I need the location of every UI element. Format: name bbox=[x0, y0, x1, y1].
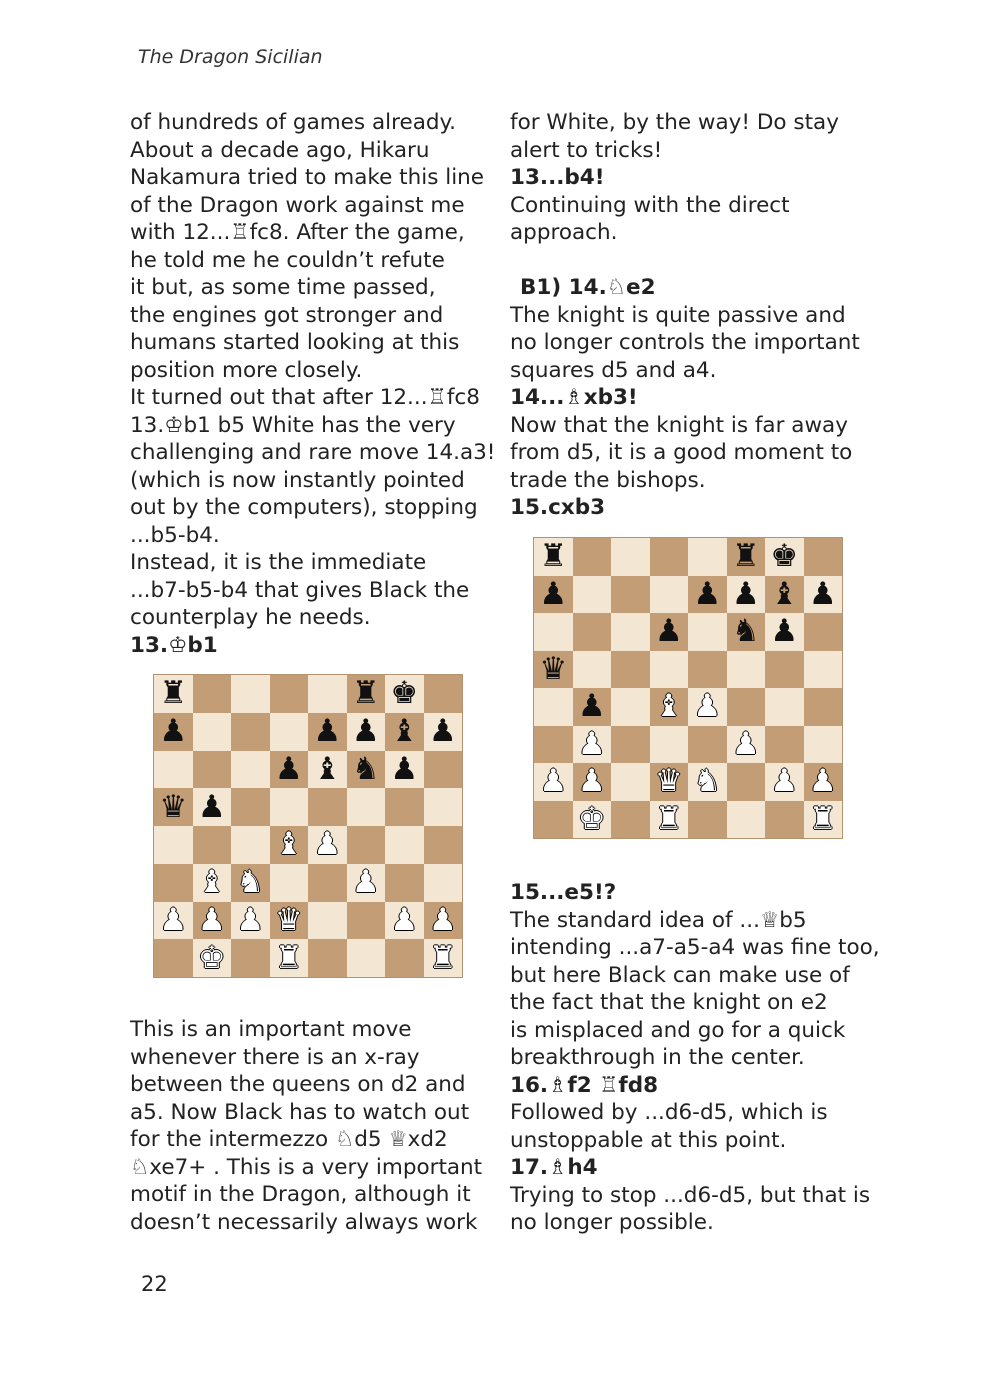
board-square bbox=[154, 902, 193, 940]
board-square bbox=[231, 826, 270, 864]
board-square bbox=[424, 675, 463, 713]
board-square bbox=[765, 613, 804, 651]
board-square bbox=[534, 613, 573, 651]
board-square bbox=[424, 902, 463, 940]
white-pawn-icon: ♟ bbox=[693, 688, 722, 725]
board-square bbox=[347, 713, 386, 751]
board-square bbox=[308, 675, 347, 713]
board-square bbox=[727, 613, 766, 651]
board-square bbox=[611, 538, 650, 576]
text-line: out by the computers), stopping bbox=[130, 495, 478, 520]
board-square bbox=[611, 651, 650, 689]
board-square bbox=[650, 651, 689, 689]
board-square bbox=[688, 613, 727, 651]
board-square bbox=[573, 801, 612, 839]
board-square bbox=[231, 788, 270, 826]
text-line: counterplay he needs. bbox=[130, 605, 371, 630]
board-square bbox=[154, 788, 193, 826]
board-square bbox=[424, 751, 463, 789]
board-square bbox=[308, 713, 347, 751]
text-line: of the Dragon work against me bbox=[130, 192, 465, 218]
board-square bbox=[270, 751, 309, 789]
variation-heading: B1) 14.♘e2 bbox=[520, 275, 656, 300]
black-pawn-icon: ♟ bbox=[428, 713, 457, 750]
board-square bbox=[688, 651, 727, 689]
board-square bbox=[270, 713, 309, 751]
board-square bbox=[727, 726, 766, 764]
white-queen-icon: ♛ bbox=[274, 901, 303, 938]
board-square bbox=[308, 864, 347, 902]
board-square bbox=[534, 726, 573, 764]
text-line: Continuing with the direct bbox=[510, 192, 790, 218]
board-square bbox=[424, 939, 463, 977]
text-line: he told me he couldn’t refute bbox=[130, 247, 445, 273]
board-square bbox=[573, 651, 612, 689]
text-line: squares d5 and a4. bbox=[510, 357, 717, 383]
black-bishop-icon: ♝ bbox=[770, 575, 799, 612]
white-pawn-icon: ♟ bbox=[159, 901, 188, 938]
board-square bbox=[193, 713, 232, 751]
chess-diagram-2 bbox=[533, 537, 843, 839]
black-knight-icon: ♞ bbox=[731, 613, 760, 650]
board-square bbox=[424, 826, 463, 864]
white-rook-icon: ♜ bbox=[654, 800, 683, 837]
text-line: Followed by ...d6-d5, which is bbox=[510, 1100, 828, 1125]
black-pawn-icon: ♟ bbox=[577, 688, 606, 725]
board-square bbox=[804, 801, 843, 839]
text-line: ...b5-b4. bbox=[130, 522, 220, 548]
text-line: humans started looking at this bbox=[130, 330, 460, 355]
board-square bbox=[308, 751, 347, 789]
board-square bbox=[385, 751, 424, 789]
board-square bbox=[385, 675, 424, 713]
text-line: trade the bishops. bbox=[510, 467, 706, 493]
black-pawn-icon: ♟ bbox=[351, 713, 380, 750]
text-line: of hundreds of games already. bbox=[130, 110, 457, 135]
board-square bbox=[270, 939, 309, 977]
black-knight-icon: ♞ bbox=[351, 750, 380, 787]
text-line: (which is now instantly pointed bbox=[130, 467, 465, 493]
board-square bbox=[688, 801, 727, 839]
text-line: 13.♔b1 b5 White has the very bbox=[130, 412, 456, 438]
text-line: no longer possible. bbox=[510, 1210, 714, 1235]
board-square bbox=[385, 713, 424, 751]
black-bishop-icon: ♝ bbox=[390, 713, 419, 750]
board-square bbox=[193, 939, 232, 977]
board-square bbox=[688, 763, 727, 801]
board-square bbox=[650, 576, 689, 614]
text-line: with 12...♖fc8. After the game, bbox=[130, 220, 465, 245]
board-square bbox=[231, 713, 270, 751]
board-square bbox=[231, 902, 270, 940]
black-queen-icon: ♛ bbox=[159, 788, 188, 825]
text-line: breakthrough in the center. bbox=[510, 1045, 805, 1070]
board-square bbox=[573, 576, 612, 614]
text-line: position more closely. bbox=[130, 357, 363, 383]
board-square bbox=[424, 788, 463, 826]
board-square bbox=[804, 726, 843, 764]
board-square bbox=[688, 726, 727, 764]
white-pawn-icon: ♟ bbox=[577, 725, 606, 762]
board-square bbox=[573, 763, 612, 801]
board-square bbox=[534, 651, 573, 689]
running-header: The Dragon Sicilian bbox=[138, 46, 323, 68]
board-square bbox=[347, 939, 386, 977]
board-square bbox=[231, 864, 270, 902]
board-square bbox=[308, 902, 347, 940]
board-square bbox=[573, 613, 612, 651]
black-pawn-icon: ♟ bbox=[197, 788, 226, 825]
text-line: Nakamura tried to make this line bbox=[130, 165, 485, 190]
board-square bbox=[727, 688, 766, 726]
board-square bbox=[650, 688, 689, 726]
board-square bbox=[231, 751, 270, 789]
black-pawn-icon: ♟ bbox=[731, 575, 760, 612]
board-square bbox=[611, 763, 650, 801]
board-square bbox=[347, 675, 386, 713]
text-line: is misplaced and go for a quick bbox=[510, 1017, 846, 1043]
chess-diagram-1 bbox=[153, 674, 463, 978]
white-knight-icon: ♞ bbox=[236, 864, 265, 901]
black-pawn-icon: ♟ bbox=[770, 613, 799, 650]
text-line: The knight is quite passive and bbox=[510, 302, 846, 328]
text-line: for White, by the way! Do stay bbox=[510, 110, 839, 135]
board-square bbox=[308, 788, 347, 826]
board-square bbox=[573, 688, 612, 726]
text-line: between the queens on d2 and bbox=[130, 1072, 466, 1097]
black-pawn-icon: ♟ bbox=[313, 713, 342, 750]
board-square bbox=[154, 826, 193, 864]
text-line: a5. Now Black has to watch out bbox=[130, 1099, 470, 1125]
white-bishop-icon: ♝ bbox=[654, 688, 683, 725]
white-bishop-icon: ♝ bbox=[274, 826, 303, 863]
paragraph bbox=[130, 109, 500, 632]
spacer bbox=[510, 247, 880, 275]
white-queen-icon: ♛ bbox=[654, 763, 683, 800]
right-column-top bbox=[510, 109, 880, 522]
board-square bbox=[765, 801, 804, 839]
text-line: the fact that the knight on e2 bbox=[510, 990, 828, 1015]
white-knight-icon: ♞ bbox=[693, 763, 722, 800]
board-square bbox=[270, 864, 309, 902]
move-heading: 13.♔b1 bbox=[130, 632, 218, 658]
white-rook-icon: ♜ bbox=[274, 939, 303, 976]
white-bishop-icon: ♝ bbox=[197, 864, 226, 901]
move-heading: 17.♗h4 bbox=[510, 1155, 598, 1180]
board-square bbox=[385, 902, 424, 940]
board-square bbox=[727, 651, 766, 689]
white-pawn-icon: ♟ bbox=[390, 901, 419, 938]
board-square bbox=[385, 939, 424, 977]
text-line: challenging and rare move 14.a3! bbox=[130, 440, 496, 465]
text-line: approach. bbox=[510, 220, 618, 245]
white-pawn-icon: ♟ bbox=[351, 864, 380, 901]
white-rook-icon: ♜ bbox=[428, 939, 457, 976]
black-queen-icon: ♛ bbox=[539, 650, 568, 687]
white-pawn-icon: ♟ bbox=[577, 763, 606, 800]
white-pawn-icon: ♟ bbox=[197, 901, 226, 938]
board-square bbox=[308, 826, 347, 864]
board-square bbox=[534, 576, 573, 614]
black-pawn-icon: ♟ bbox=[274, 750, 303, 787]
text-line: intending ...a7-a5-a4 was fine too, bbox=[510, 935, 880, 960]
board-square bbox=[688, 538, 727, 576]
black-rook-icon: ♜ bbox=[351, 675, 380, 712]
board-square bbox=[308, 939, 347, 977]
board-square bbox=[650, 726, 689, 764]
board-square bbox=[193, 675, 232, 713]
board-square bbox=[154, 675, 193, 713]
board-square bbox=[231, 675, 270, 713]
board-square bbox=[765, 538, 804, 576]
text-line: doesn’t necessarily always work bbox=[130, 1209, 478, 1235]
text-line: Trying to stop ...d6-d5, but that is bbox=[510, 1182, 871, 1208]
board-square bbox=[804, 538, 843, 576]
text-line: The standard idea of ...♕b5 bbox=[510, 907, 807, 933]
text-line: but here Black can make use of bbox=[510, 962, 850, 988]
text-line: ...b7-b5-b4 that gives Black the bbox=[130, 577, 470, 603]
black-king-icon: ♚ bbox=[390, 675, 419, 712]
board-square bbox=[573, 538, 612, 576]
text-line: it but, as some time passed, bbox=[130, 275, 436, 300]
board-square bbox=[534, 538, 573, 576]
board-square bbox=[154, 939, 193, 977]
board-square bbox=[154, 751, 193, 789]
move-heading: 15...e5!? bbox=[510, 880, 617, 905]
move-heading: 15.cxb3 bbox=[510, 495, 606, 520]
text-line: This is an important move bbox=[130, 1017, 412, 1042]
board-square bbox=[347, 826, 386, 864]
white-pawn-icon: ♟ bbox=[428, 901, 457, 938]
board-square bbox=[765, 688, 804, 726]
black-pawn-icon: ♟ bbox=[159, 713, 188, 750]
text-line: for the intermezzo ♘d5 ♕xd2 bbox=[130, 1127, 448, 1152]
board-square bbox=[154, 864, 193, 902]
board-square bbox=[193, 826, 232, 864]
board-square bbox=[650, 538, 689, 576]
text-line: motif in the Dragon, although it bbox=[130, 1182, 471, 1207]
board-square bbox=[385, 788, 424, 826]
white-pawn-icon: ♟ bbox=[539, 763, 568, 800]
board-square bbox=[385, 864, 424, 902]
black-pawn-icon: ♟ bbox=[390, 750, 419, 787]
board-square bbox=[765, 576, 804, 614]
board-square bbox=[347, 788, 386, 826]
board-square bbox=[611, 576, 650, 614]
board-square bbox=[193, 751, 232, 789]
board-square bbox=[727, 801, 766, 839]
text-line: About a decade ago, Hikaru bbox=[130, 137, 430, 163]
board-square bbox=[650, 801, 689, 839]
board-square bbox=[231, 939, 270, 977]
move-heading: 13...b4! bbox=[510, 165, 605, 190]
board-square bbox=[765, 763, 804, 801]
text-line: the engines got stronger and bbox=[130, 302, 444, 328]
board-square bbox=[727, 763, 766, 801]
black-bishop-icon: ♝ bbox=[313, 750, 342, 787]
board-square bbox=[611, 613, 650, 651]
black-rook-icon: ♜ bbox=[731, 538, 760, 575]
white-pawn-icon: ♟ bbox=[770, 763, 799, 800]
board-square bbox=[347, 864, 386, 902]
board-square bbox=[270, 902, 309, 940]
text-line: Instead, it is the immediate bbox=[130, 550, 427, 575]
board-square bbox=[534, 801, 573, 839]
text-line: unstoppable at this point. bbox=[510, 1127, 787, 1153]
text-line: Now that the knight is far away bbox=[510, 412, 848, 438]
board-square bbox=[424, 713, 463, 751]
board-square bbox=[347, 902, 386, 940]
white-pawn-icon: ♟ bbox=[731, 725, 760, 762]
board-square bbox=[193, 902, 232, 940]
board-square bbox=[534, 688, 573, 726]
board-square bbox=[804, 688, 843, 726]
move-heading: 14...♗xb3! bbox=[510, 385, 638, 410]
left-column-top bbox=[130, 109, 500, 659]
board-square bbox=[611, 801, 650, 839]
left-column-bottom bbox=[130, 1016, 500, 1236]
board-square bbox=[534, 763, 573, 801]
right-column-bottom bbox=[510, 879, 880, 1237]
white-rook-icon: ♜ bbox=[808, 800, 837, 837]
board-square bbox=[611, 688, 650, 726]
board-square bbox=[573, 726, 612, 764]
board-square bbox=[765, 726, 804, 764]
board-square bbox=[270, 826, 309, 864]
black-pawn-icon: ♟ bbox=[693, 575, 722, 612]
board-square bbox=[270, 675, 309, 713]
move-heading: 16.♗f2 ♖fd8 bbox=[510, 1072, 659, 1098]
black-pawn-icon: ♟ bbox=[654, 613, 683, 650]
board-square bbox=[804, 651, 843, 689]
board-square bbox=[804, 613, 843, 651]
board-square bbox=[650, 763, 689, 801]
white-pawn-icon: ♟ bbox=[236, 901, 265, 938]
board-square bbox=[804, 576, 843, 614]
board-square bbox=[804, 763, 843, 801]
black-pawn-icon: ♟ bbox=[808, 575, 837, 612]
board-square bbox=[688, 576, 727, 614]
board-square bbox=[193, 864, 232, 902]
board-square bbox=[611, 726, 650, 764]
board-square bbox=[270, 788, 309, 826]
board-square bbox=[727, 538, 766, 576]
black-king-icon: ♚ bbox=[770, 538, 799, 575]
text-line: ♘xe7+ . This is a very important bbox=[130, 1154, 483, 1180]
board-square bbox=[765, 651, 804, 689]
black-pawn-icon: ♟ bbox=[539, 575, 568, 612]
white-king-icon: ♚ bbox=[197, 939, 226, 976]
black-rook-icon: ♜ bbox=[539, 538, 568, 575]
white-pawn-icon: ♟ bbox=[313, 826, 342, 863]
board-square bbox=[193, 788, 232, 826]
white-king-icon: ♚ bbox=[577, 800, 606, 837]
board-square bbox=[154, 713, 193, 751]
board-square bbox=[385, 826, 424, 864]
board-square bbox=[727, 576, 766, 614]
black-rook-icon: ♜ bbox=[159, 675, 188, 712]
board-square bbox=[347, 751, 386, 789]
board-square bbox=[424, 864, 463, 902]
text-line: whenever there is an x-ray bbox=[130, 1044, 420, 1070]
page-number: 22 bbox=[141, 1272, 168, 1296]
text-line: from d5, it is a good moment to bbox=[510, 440, 853, 465]
text-line: It turned out that after 12...♖fc8 bbox=[130, 385, 480, 410]
board-square bbox=[688, 688, 727, 726]
text-line: alert to tricks! bbox=[510, 137, 663, 163]
white-pawn-icon: ♟ bbox=[808, 763, 837, 800]
board-square bbox=[650, 613, 689, 651]
text-line: no longer controls the important bbox=[510, 330, 860, 355]
